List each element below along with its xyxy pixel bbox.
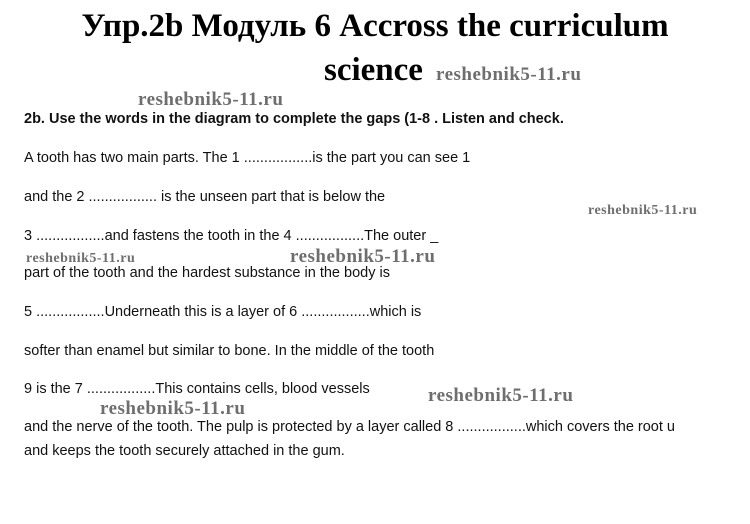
- text-line-7: 9 is the 7 .................This contains cells, blood vessels: [24, 381, 370, 397]
- text-line-3: 3 .................and fastens the tooth in the 4 .................The outer _: [24, 228, 439, 244]
- watermark-6: reshebnik5-11.ru: [428, 385, 574, 406]
- watermark-1: reshebnik5-11.ru: [436, 64, 582, 85]
- watermark-3: reshebnik5-11.ru: [588, 203, 698, 218]
- text-line-6: softer than enamel but similar to bone. In the middle of the tooth: [24, 343, 435, 359]
- watermark-7: reshebnik5-11.ru: [100, 398, 246, 419]
- page-title-line-2: science: [324, 52, 423, 88]
- watermark-2: reshebnik5-11.ru: [138, 89, 284, 110]
- text-line-1: A tooth has two main parts. The 1 .................is the part you can see 1: [24, 150, 471, 166]
- page-title-line-1: Упр.2b Модуль 6 Accross the curriculum: [81, 8, 669, 44]
- text-line-9: and keeps the tooth securely attached in the gum.: [24, 443, 345, 459]
- text-line-4: part of the tooth and the hardest substance in the body is: [24, 265, 390, 281]
- text-line-2: and the 2 ................. is the unseen part that is below the: [24, 189, 386, 205]
- text-line-5: 5 .................Underneath this is a layer of 6 .................which is: [24, 304, 422, 320]
- exercise-instruction: 2b. Use the words in the diagram to complete the gaps (1-8 . Listen and check.: [24, 111, 564, 127]
- watermark-5: reshebnik5-11.ru: [290, 246, 436, 267]
- watermark-4: reshebnik5-11.ru: [26, 251, 136, 266]
- text-line-8: and the nerve of the tooth. The pulp is protected by a layer called 8 .................which covers the root u: [24, 419, 675, 435]
